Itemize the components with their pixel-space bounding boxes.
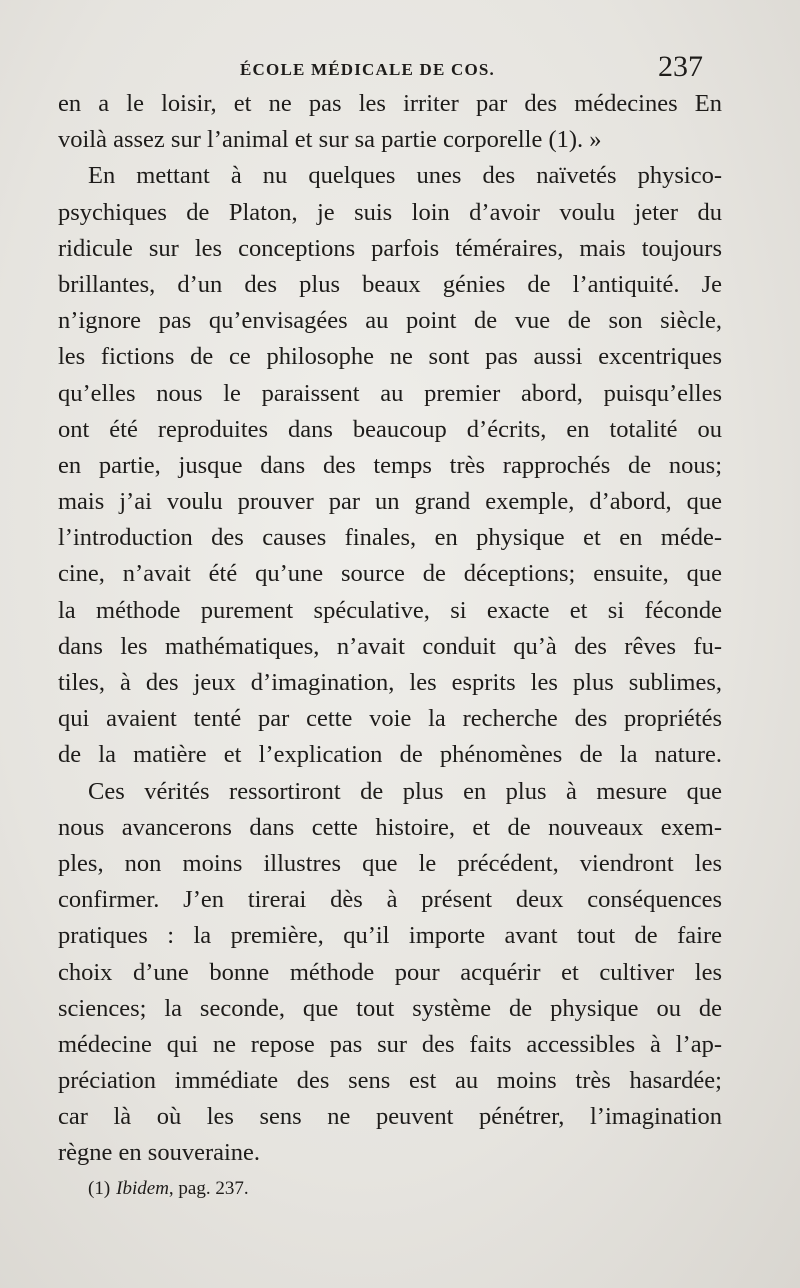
text-line: nous avancerons dans cette histoire, et de nouveaux exem- <box>58 813 722 841</box>
text-line: mais j’ai voulu prouver par un grand exemple, d’abord, que <box>58 488 722 516</box>
footnote-source: Ibidem <box>116 1178 169 1199</box>
text-line: n’ignore pas qu’envisagées au point de vue de son siècle, <box>58 307 722 335</box>
page-number: 237 <box>658 50 703 83</box>
footnote-mark: (1) <box>88 1178 111 1199</box>
text-line: choix d’une bonne méthode pour acquérir et cultiver les <box>58 958 722 986</box>
text-line: brillantes, d’un des plus beaux génies de l’antiquité. Je <box>58 270 722 298</box>
footnote <box>88 1178 249 1200</box>
running-head-title: ÉCOLE MÉDICALE DE COS. <box>240 60 495 79</box>
text-line: l’introduction des causes finales, en physique et en méde- <box>58 524 722 552</box>
text-line: en partie, jusque dans des temps très rapprochés de nous; <box>58 451 722 479</box>
text-line: règne en souveraine. <box>58 1139 261 1167</box>
paragraph-first-line: Ces vérités ressortiront de plus en plus à mesure que <box>88 777 722 805</box>
text-line: confirmer. J’en tirerai dès à présent deux conséquences <box>58 886 722 914</box>
text-line: ridicule sur les conceptions parfois téméraires, mais toujours <box>58 234 722 262</box>
text-line: la méthode purement spéculative, si exacte et si féconde <box>58 596 722 624</box>
text-line: les fictions de ce philosophe ne sont pas aussi excentriques <box>58 343 722 371</box>
body-text <box>58 86 722 1172</box>
running-head <box>0 50 800 88</box>
text-line: en a le loisir, et ne pas les irriter par des médecines En <box>58 90 722 117</box>
text-line: ont été reproduites dans beaucoup d’écrits, en totalité ou <box>58 415 722 443</box>
text-line: de la matière et l’explication de phénomènes de la nature. <box>58 741 722 769</box>
text-line: médecine qui ne repose pas sur des faits accessibles à l’ap- <box>58 1030 722 1058</box>
paragraph-first-line: En mettant à nu quelques unes des naïvetés physico- <box>88 162 722 190</box>
text-line: voilà assez sur l’animal et sur sa partie corporelle (1). » <box>58 126 602 154</box>
footnote-reference: , pag. 237. <box>168 1178 249 1199</box>
text-line: ples, non moins illustres que le précédent, viendront les <box>58 849 722 877</box>
text-line: sciences; la seconde, que tout système de physique ou de <box>58 994 722 1022</box>
text-line: cine, n’avait été qu’une source de déceptions; ensuite, que <box>58 560 722 588</box>
text-line: car là où les sens ne peuvent pénétrer, l’imagination <box>58 1103 722 1131</box>
text-line: tiles, à des jeux d’imagination, les esprits les plus sublimes, <box>58 669 722 696</box>
text-line: qui avaient tenté par cette voie la recherche des propriétés <box>58 705 722 733</box>
text-line: psychiques de Platon, je suis loin d’avoir voulu jeter du <box>58 198 722 226</box>
text-line: dans les mathématiques, n’avait conduit qu’à des rêves fu- <box>58 632 722 660</box>
text-line: pratiques : la première, qu’il importe avant tout de faire <box>58 922 722 950</box>
text-line: qu’elles nous le paraissent au premier abord, puisqu’elles <box>58 379 722 407</box>
text-line: préciation immédiate des sens est au moins très hasardée; <box>58 1067 722 1095</box>
